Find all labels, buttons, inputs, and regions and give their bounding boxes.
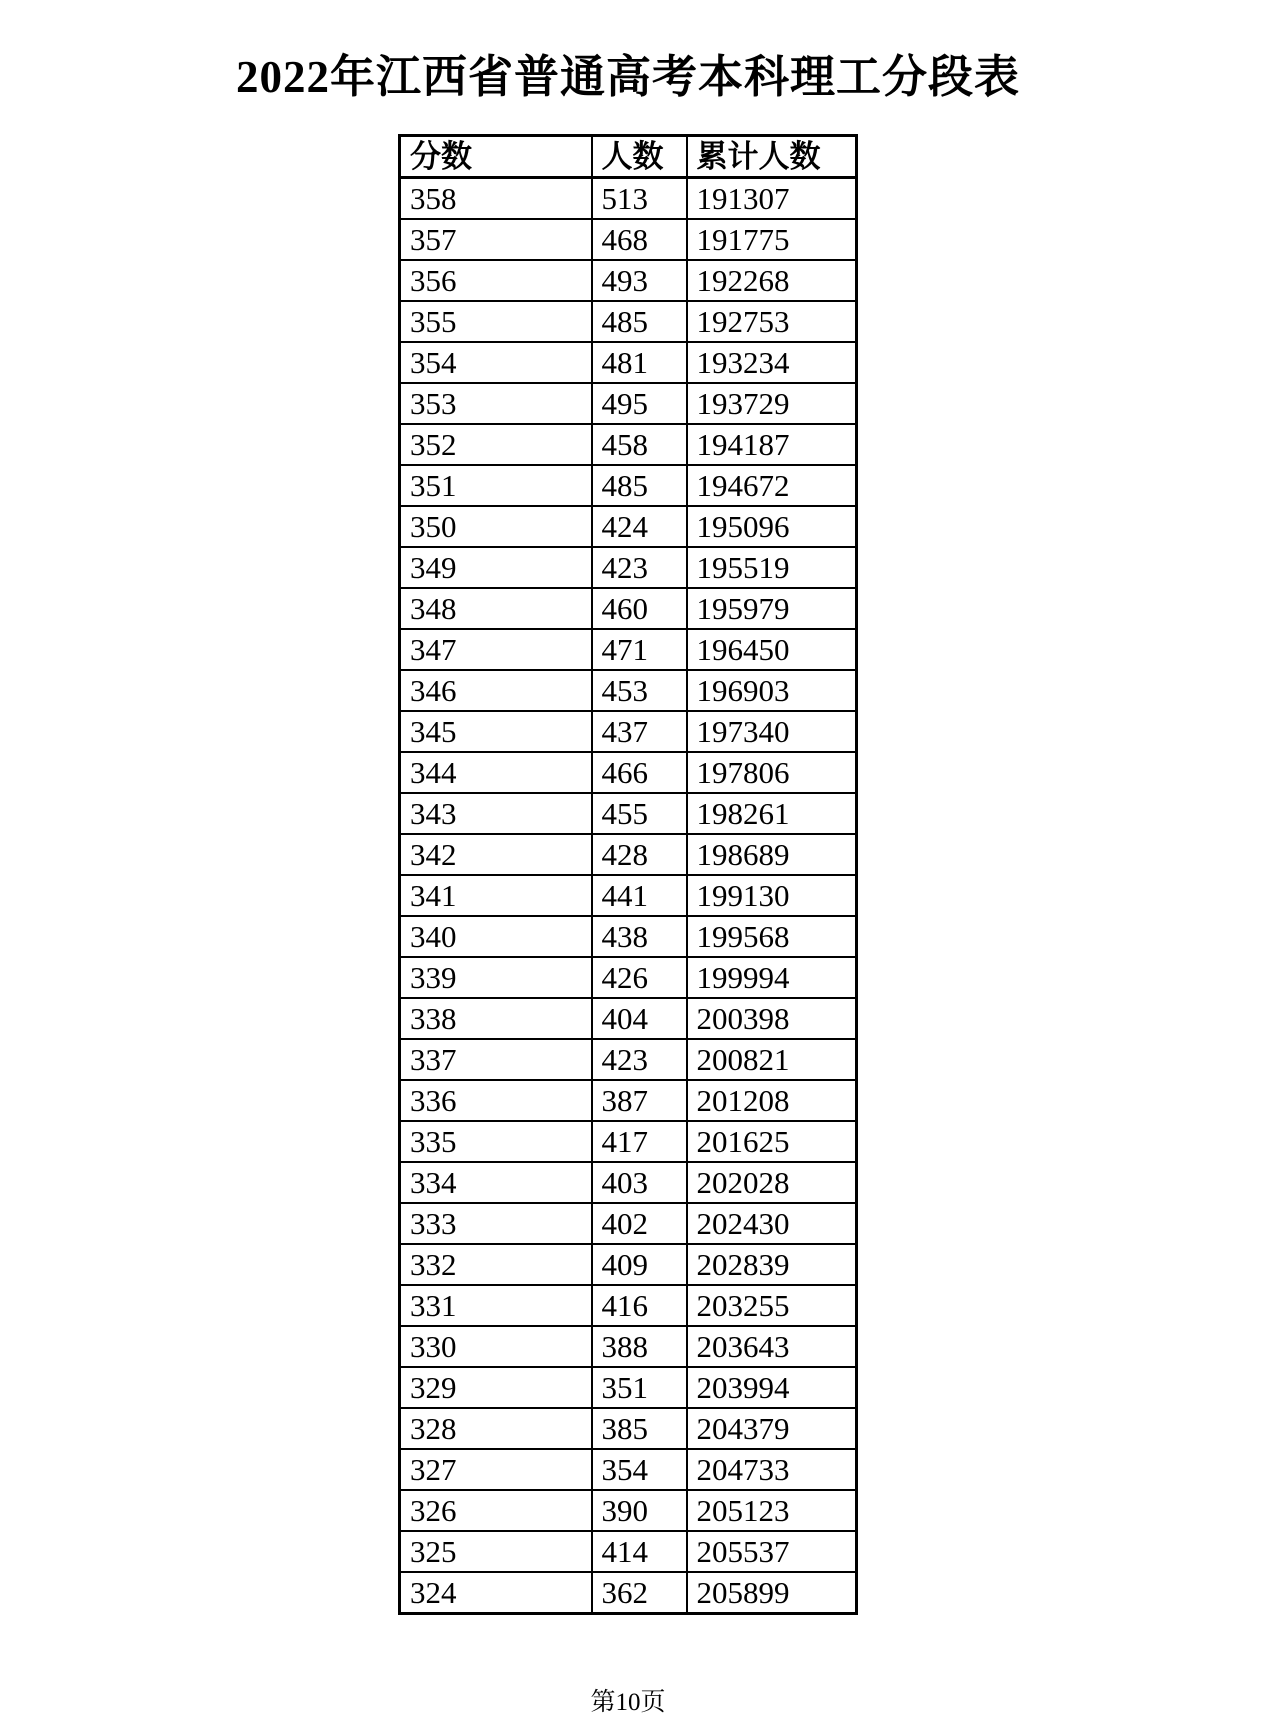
cumulative-cell: 191775 bbox=[687, 219, 857, 260]
score-cell: 345 bbox=[400, 711, 592, 752]
count-cell: 460 bbox=[592, 588, 687, 629]
count-cell: 423 bbox=[592, 1039, 687, 1080]
table-row bbox=[400, 342, 857, 383]
cumulative-cell: 195519 bbox=[687, 547, 857, 588]
score-cell: 347 bbox=[400, 629, 592, 670]
count-cell: 481 bbox=[592, 342, 687, 383]
score-cell: 328 bbox=[400, 1408, 592, 1449]
score-cell: 337 bbox=[400, 1039, 592, 1080]
count-cell: 351 bbox=[592, 1367, 687, 1408]
count-cell: 390 bbox=[592, 1490, 687, 1531]
cumulative-cell: 191307 bbox=[687, 177, 857, 219]
score-cell: 350 bbox=[400, 506, 592, 547]
score-cell: 353 bbox=[400, 383, 592, 424]
score-cell: 335 bbox=[400, 1121, 592, 1162]
table-row bbox=[400, 1367, 857, 1408]
score-cell: 358 bbox=[400, 177, 592, 219]
table-row bbox=[400, 301, 857, 342]
count-cell: 485 bbox=[592, 301, 687, 342]
table-row bbox=[400, 875, 857, 916]
table-row bbox=[400, 1244, 857, 1285]
score-cell: 355 bbox=[400, 301, 592, 342]
score-cell: 339 bbox=[400, 957, 592, 998]
cumulative-cell: 197340 bbox=[687, 711, 857, 752]
cumulative-cell: 194672 bbox=[687, 465, 857, 506]
score-cell: 352 bbox=[400, 424, 592, 465]
score-cell: 343 bbox=[400, 793, 592, 834]
cumulative-cell: 199994 bbox=[687, 957, 857, 998]
count-cell: 453 bbox=[592, 670, 687, 711]
cumulative-cell: 192753 bbox=[687, 301, 857, 342]
count-cell: 388 bbox=[592, 1326, 687, 1367]
table-row bbox=[400, 1449, 857, 1490]
score-cell: 346 bbox=[400, 670, 592, 711]
score-cell: 333 bbox=[400, 1203, 592, 1244]
table-row bbox=[400, 793, 857, 834]
table-row bbox=[400, 1531, 857, 1572]
col-header-count: 人数 bbox=[592, 135, 687, 177]
cumulative-cell: 204733 bbox=[687, 1449, 857, 1490]
table-row bbox=[400, 1408, 857, 1449]
cumulative-cell: 202839 bbox=[687, 1244, 857, 1285]
score-cell: 356 bbox=[400, 260, 592, 301]
table-row bbox=[400, 383, 857, 424]
table-header bbox=[400, 135, 857, 177]
count-cell: 513 bbox=[592, 177, 687, 219]
score-cell: 334 bbox=[400, 1162, 592, 1203]
cumulative-cell: 198261 bbox=[687, 793, 857, 834]
score-cell: 324 bbox=[400, 1572, 592, 1614]
score-cell: 341 bbox=[400, 875, 592, 916]
count-cell: 423 bbox=[592, 547, 687, 588]
score-cell: 331 bbox=[400, 1285, 592, 1326]
count-cell: 385 bbox=[592, 1408, 687, 1449]
score-cell: 329 bbox=[400, 1367, 592, 1408]
score-cell: 325 bbox=[400, 1531, 592, 1572]
cumulative-cell: 203643 bbox=[687, 1326, 857, 1367]
page-number: 第10页 bbox=[590, 1689, 666, 1716]
table-row bbox=[400, 506, 857, 547]
cumulative-cell: 203994 bbox=[687, 1367, 857, 1408]
table-row bbox=[400, 260, 857, 301]
count-cell: 354 bbox=[592, 1449, 687, 1490]
cumulative-cell: 199130 bbox=[687, 875, 857, 916]
cumulative-cell: 205537 bbox=[687, 1531, 857, 1572]
count-cell: 495 bbox=[592, 383, 687, 424]
cumulative-cell: 193729 bbox=[687, 383, 857, 424]
cumulative-cell: 204379 bbox=[687, 1408, 857, 1449]
cumulative-cell: 199568 bbox=[687, 916, 857, 957]
score-cell: 344 bbox=[400, 752, 592, 793]
cumulative-cell: 203255 bbox=[687, 1285, 857, 1326]
count-cell: 468 bbox=[592, 219, 687, 260]
score-distribution-table bbox=[398, 134, 858, 1615]
count-cell: 402 bbox=[592, 1203, 687, 1244]
score-cell: 348 bbox=[400, 588, 592, 629]
table-row bbox=[400, 957, 857, 998]
table-row bbox=[400, 588, 857, 629]
score-cell: 327 bbox=[400, 1449, 592, 1490]
score-cell: 326 bbox=[400, 1490, 592, 1531]
table-row bbox=[400, 1490, 857, 1531]
score-cell: 340 bbox=[400, 916, 592, 957]
cumulative-cell: 196903 bbox=[687, 670, 857, 711]
cumulative-cell: 200821 bbox=[687, 1039, 857, 1080]
cumulative-cell: 200398 bbox=[687, 998, 857, 1039]
score-cell: 342 bbox=[400, 834, 592, 875]
table-row bbox=[400, 916, 857, 957]
table-row bbox=[400, 1285, 857, 1326]
count-cell: 409 bbox=[592, 1244, 687, 1285]
cumulative-cell: 202430 bbox=[687, 1203, 857, 1244]
count-cell: 428 bbox=[592, 834, 687, 875]
table-row bbox=[400, 670, 857, 711]
table-row bbox=[400, 424, 857, 465]
table-row bbox=[400, 1326, 857, 1367]
table-row bbox=[400, 834, 857, 875]
cumulative-cell: 205123 bbox=[687, 1490, 857, 1531]
count-cell: 403 bbox=[592, 1162, 687, 1203]
cumulative-cell: 201208 bbox=[687, 1080, 857, 1121]
count-cell: 387 bbox=[592, 1080, 687, 1121]
cumulative-cell: 196450 bbox=[687, 629, 857, 670]
table-row bbox=[400, 752, 857, 793]
score-cell: 338 bbox=[400, 998, 592, 1039]
cumulative-cell: 205899 bbox=[687, 1572, 857, 1614]
col-header-cumulative: 累计人数 bbox=[687, 135, 857, 177]
cumulative-cell: 195979 bbox=[687, 588, 857, 629]
cumulative-cell: 195096 bbox=[687, 506, 857, 547]
score-cell: 330 bbox=[400, 1326, 592, 1367]
table-row bbox=[400, 1039, 857, 1080]
cumulative-cell: 194187 bbox=[687, 424, 857, 465]
cumulative-cell: 192268 bbox=[687, 260, 857, 301]
count-cell: 455 bbox=[592, 793, 687, 834]
table-row bbox=[400, 1572, 857, 1614]
cumulative-cell: 197806 bbox=[687, 752, 857, 793]
col-header-score: 分数 bbox=[400, 135, 592, 177]
count-cell: 437 bbox=[592, 711, 687, 752]
score-cell: 351 bbox=[400, 465, 592, 506]
count-cell: 485 bbox=[592, 465, 687, 506]
table-row bbox=[400, 465, 857, 506]
table-row bbox=[400, 1203, 857, 1244]
count-cell: 466 bbox=[592, 752, 687, 793]
page-title: 2022年江西省普通高考本科理工分段表 bbox=[235, 52, 1020, 102]
cumulative-cell: 193234 bbox=[687, 342, 857, 383]
score-cell: 332 bbox=[400, 1244, 592, 1285]
score-cell: 336 bbox=[400, 1080, 592, 1121]
count-cell: 414 bbox=[592, 1531, 687, 1572]
table-row bbox=[400, 1121, 857, 1162]
table-row bbox=[400, 629, 857, 670]
count-cell: 426 bbox=[592, 957, 687, 998]
score-cell: 357 bbox=[400, 219, 592, 260]
cumulative-cell: 201625 bbox=[687, 1121, 857, 1162]
count-cell: 438 bbox=[592, 916, 687, 957]
count-cell: 404 bbox=[592, 998, 687, 1039]
table-row bbox=[400, 219, 857, 260]
count-cell: 493 bbox=[592, 260, 687, 301]
count-cell: 458 bbox=[592, 424, 687, 465]
cumulative-cell: 202028 bbox=[687, 1162, 857, 1203]
table-header-row bbox=[400, 135, 857, 177]
count-cell: 417 bbox=[592, 1121, 687, 1162]
table-row bbox=[400, 547, 857, 588]
count-cell: 362 bbox=[592, 1572, 687, 1614]
table-row bbox=[400, 1080, 857, 1121]
count-cell: 441 bbox=[592, 875, 687, 916]
cumulative-cell: 198689 bbox=[687, 834, 857, 875]
count-cell: 424 bbox=[592, 506, 687, 547]
table-row bbox=[400, 177, 857, 219]
count-cell: 471 bbox=[592, 629, 687, 670]
table-body bbox=[400, 177, 857, 1613]
count-cell: 416 bbox=[592, 1285, 687, 1326]
score-cell: 354 bbox=[400, 342, 592, 383]
table-row bbox=[400, 711, 857, 752]
score-cell: 349 bbox=[400, 547, 592, 588]
table-row bbox=[400, 998, 857, 1039]
table-row bbox=[400, 1162, 857, 1203]
